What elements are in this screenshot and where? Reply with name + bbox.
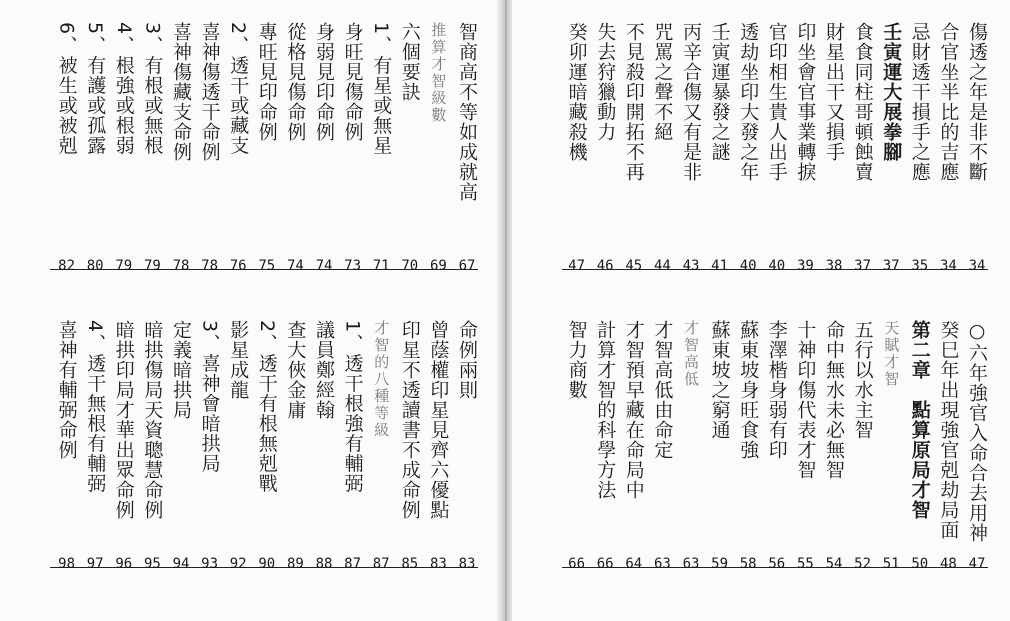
toc-entry-title: 李澤楷身弱有印 — [765, 320, 788, 460]
toc-section-label: 天賦才智 — [882, 320, 901, 388]
toc-entry-title: 1、透干根強有輔弼 — [341, 320, 364, 494]
toc-entry-title: 議員鄭經翰 — [313, 320, 335, 420]
toc-entry-title: 暗拱印局才華出眾命例 — [112, 320, 135, 520]
toc-page-number: 89 — [286, 556, 304, 572]
toc-entry-title: 蘇東坡之窮通 — [708, 320, 731, 440]
toc-entry-title: 1、有星或無星 — [370, 22, 393, 156]
toc-page-number: 64 — [625, 556, 643, 572]
toc-entry-title: 4、透干無根有輔弼 — [84, 320, 107, 494]
right-top-block — [512, 22, 1010, 280]
toc-page-number: 45 — [625, 258, 643, 274]
toc-entry-title: 才智預早藏在命局中 — [622, 320, 645, 500]
toc-page-number: 46 — [596, 258, 614, 274]
toc-entry-title: 印坐會官事業轉捩 — [794, 22, 817, 182]
toc-entry-title: 傷透之年是非不斷 — [966, 22, 988, 182]
toc-entry-title: 六個要訣 — [398, 22, 421, 102]
toc-entry-title: 喜神有輔弼命例 — [55, 320, 78, 460]
toc-entry-title: 查大俠金庸 — [284, 320, 307, 420]
toc-page-number: 34 — [939, 258, 957, 274]
toc-page-number: 39 — [796, 258, 814, 274]
toc-page-number: 79 — [143, 258, 161, 274]
toc-page-number: 75 — [258, 258, 276, 274]
toc-entry-title: 癸卯運暗藏殺機 — [565, 22, 588, 162]
toc-page-number: 66 — [568, 556, 586, 572]
toc-entry-title: 計算才智的科學方法 — [594, 320, 617, 500]
toc-page-number: 96 — [115, 556, 133, 572]
toc-page-number: 87 — [372, 556, 390, 572]
toc-page-number: 44 — [653, 258, 671, 274]
toc-page-number: 90 — [258, 556, 276, 572]
toc-page-number: 35 — [911, 258, 929, 274]
toc-page-number: 74 — [286, 258, 304, 274]
toc-page-number: 48 — [939, 556, 957, 572]
right-page — [512, 0, 1010, 621]
toc-page-number: 67 — [458, 258, 476, 274]
toc-entry-title: 命中無水未必無智 — [823, 320, 845, 480]
toc-entry-title: 6、被生或被剋 — [55, 22, 78, 156]
left-bottom-block — [0, 320, 500, 592]
toc-entry-title: 2、透干有根無剋戰 — [255, 320, 278, 494]
left-page — [0, 0, 500, 621]
toc-entry-title: 合官坐半比的吉應 — [937, 22, 960, 182]
toc-page-number: 37 — [882, 258, 900, 274]
toc-entry-title: 定義暗拱局 — [170, 320, 192, 420]
toc-entry-title: 財星出干又損手 — [823, 22, 845, 162]
toc-entry-title: 命例兩則 — [456, 320, 478, 400]
toc-entry-title: 3、有根或無根 — [141, 22, 164, 156]
toc-page-number: 55 — [796, 556, 814, 572]
toc-page-number: 54 — [825, 556, 843, 572]
toc-page-number: 87 — [344, 556, 362, 572]
toc-entry-title: 蘇東坡身旺食強 — [737, 320, 760, 460]
toc-entry-title: 十神印傷代表才智 — [794, 320, 817, 480]
toc-page-number: 47 — [968, 556, 986, 572]
toc-entry-title: 印星不透讀書不成命例 — [398, 320, 421, 520]
toc-entry-title: 咒罵之聲不絕 — [651, 22, 674, 142]
toc-entry-title: 失去狩獵動力 — [594, 22, 617, 142]
toc-page-number: 74 — [315, 258, 333, 274]
toc-page-number: 47 — [568, 258, 586, 274]
toc-entry-title: 3、喜神會暗拱局 — [198, 320, 221, 474]
toc-page-number: 69 — [429, 258, 447, 274]
toc-page-number: 95 — [143, 556, 161, 572]
toc-entry-title: 專旺見印命例 — [255, 22, 278, 142]
toc-page-number: 70 — [401, 258, 419, 274]
toc-page-number: 71 — [372, 258, 390, 274]
toc-page-number: 80 — [86, 258, 104, 274]
toc-entry-title: 壬寅運暴發之謎 — [708, 22, 731, 162]
toc-page-number: 40 — [739, 258, 757, 274]
toc-page-number: 93 — [201, 556, 219, 572]
toc-page-number: 63 — [682, 556, 700, 572]
toc-page-number: 59 — [711, 556, 729, 572]
toc-section-label: 才智高低 — [682, 320, 700, 388]
toc-page-number: 34 — [968, 258, 986, 274]
toc-heading: 壬寅運大展拳腳 — [880, 22, 903, 162]
toc-page-number: 92 — [229, 556, 247, 572]
toc-entry-title: 食食同柱哥頓蝕賣 — [851, 22, 874, 182]
toc-page-number: 82 — [58, 258, 76, 274]
toc-entry-title: 才智高低由命定 — [651, 320, 674, 460]
toc-entry-title: 不見殺印開拓不再 — [622, 22, 645, 182]
toc-entry-title: 官印相生貴人出手 — [765, 22, 788, 182]
toc-page-number: 94 — [172, 556, 190, 572]
toc-page-number: 83 — [429, 556, 447, 572]
toc-page-number: 98 — [58, 556, 76, 572]
toc-entry-title: 身弱見印命例 — [313, 22, 335, 142]
toc-entry-title: 4、根強或根弱 — [112, 22, 135, 156]
left-top-block — [0, 22, 500, 280]
toc-entry-title: 透劫坐印大發之年 — [737, 22, 760, 182]
toc-entry-title: 智力商數 — [565, 320, 588, 400]
toc-page-number: 38 — [825, 258, 843, 274]
toc-page-number: 76 — [229, 258, 247, 274]
toc-entry-title: 丙辛合傷又有是非 — [680, 22, 702, 182]
toc-page-number: 58 — [739, 556, 757, 572]
toc-entry-title: 從格見傷命例 — [284, 22, 307, 142]
toc-page-number: 79 — [115, 258, 133, 274]
toc-page-number: 50 — [911, 556, 929, 572]
toc-entry-title: 癸巳年出現強官剋劫局面 — [937, 320, 960, 540]
right-bottom-block — [512, 320, 1010, 592]
toc-page-number: 37 — [854, 258, 872, 274]
toc-entry-title: 五行以水主智 — [851, 320, 874, 440]
toc-entry-title: 忌財透干損手之應 — [908, 22, 931, 182]
toc-page-number: 83 — [458, 556, 476, 572]
toc-entry-title: ○六年強官入命合去用神 — [966, 320, 988, 543]
toc-page-number: 51 — [882, 556, 900, 572]
toc-page-number: 85 — [401, 556, 419, 572]
toc-entry-title: 5、有護或孤露 — [84, 22, 107, 156]
toc-page-number: 78 — [201, 258, 219, 274]
toc-entry-title: 智商高不等如成就高 — [456, 22, 478, 202]
toc-section-label: 才智的八種等級 — [372, 320, 391, 439]
toc-page-number: 52 — [854, 556, 872, 572]
toc-entry-title: 喜神傷藏支命例 — [170, 22, 192, 162]
toc-page-number: 88 — [315, 556, 333, 572]
toc-entry-title: 2、透干或藏支 — [227, 22, 250, 156]
toc-page-number: 97 — [86, 556, 104, 572]
toc-entry-title: 喜神傷透干命例 — [198, 22, 221, 162]
toc-page-number: 40 — [768, 258, 786, 274]
toc-page-number: 78 — [172, 258, 190, 274]
toc-page-number: 41 — [711, 258, 729, 274]
toc-page-number: 63 — [653, 556, 671, 572]
toc-entry-title: 影星成龍 — [227, 320, 250, 400]
toc-entry-title: 暗拱傷局天資聰慧命例 — [141, 320, 164, 520]
toc-entry-title: 身旺見傷命例 — [341, 22, 364, 142]
toc-heading: 第二章 點算原局才智 — [908, 320, 931, 520]
toc-section-label: 推算才智級數 — [429, 22, 448, 124]
toc-page-number: 43 — [682, 258, 700, 274]
toc-page-number: 73 — [344, 258, 362, 274]
toc-page-number: 66 — [596, 556, 614, 572]
toc-entry-title: 曾蔭權印星見齊六優點 — [427, 320, 450, 520]
toc-page-number: 56 — [768, 556, 786, 572]
